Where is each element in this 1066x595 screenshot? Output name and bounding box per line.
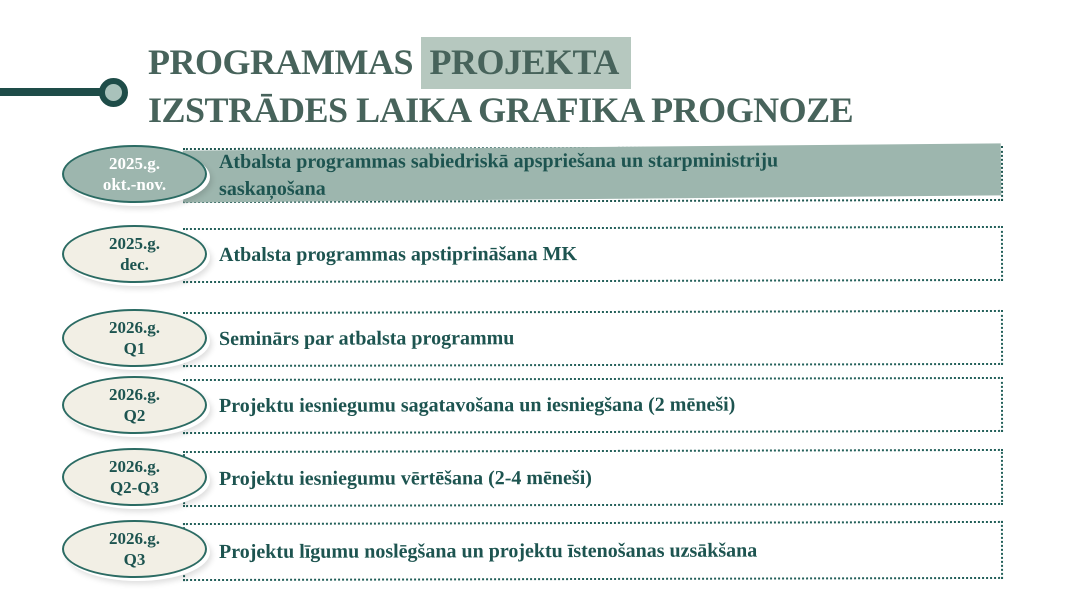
timeline-date-badge: [62, 448, 207, 506]
date-line2: Q3: [123, 550, 146, 569]
timeline-row: [0, 311, 1066, 366]
timeline-bar: [183, 449, 1003, 507]
date-line1: 2025.g.: [109, 154, 160, 173]
timeline-bar: [183, 146, 1003, 203]
timeline-bar-label: Seminārs par atbalsta programmu: [218, 327, 515, 350]
date-line2: dec.: [120, 255, 149, 274]
timeline-row: [0, 227, 1066, 282]
timeline-bar: [183, 226, 1003, 283]
timeline-date-badge: [62, 309, 207, 367]
timeline-bar-label: Atbalsta programmas apstiprināšana MK: [218, 243, 578, 266]
timeline-date-badge: [62, 520, 207, 578]
title-text-highlighted: PROJEKTA: [421, 37, 630, 89]
timeline-date-badge: [62, 225, 207, 283]
date-line2: Q2: [123, 406, 146, 425]
timeline-bar-label: Projektu līgumu noslēgšana un projektu īstenošanas uzsākšana: [218, 539, 758, 563]
timeline-row: [0, 522, 1066, 580]
date-line1: 2026.g.: [109, 318, 160, 337]
date-line1: 2025.g.: [109, 234, 160, 253]
date-line2: Q2-Q3: [109, 478, 160, 497]
timeline-row: [0, 147, 1066, 202]
timeline-bar: [183, 310, 1003, 367]
date-line1: 2026.g.: [109, 529, 160, 548]
date-line1: 2026.g.: [109, 457, 160, 476]
timeline-bar: [183, 377, 1003, 434]
title-text-plain: PROGRAMMAS: [148, 42, 413, 83]
timeline-bar-label: Projektu iesniegumu sagatavošana un iesniegšana (2 mēneši): [218, 393, 736, 417]
timeline-row: [0, 378, 1066, 433]
bullet-ring-icon: [99, 78, 128, 107]
page-title: [148, 38, 1028, 134]
date-line2: Q1: [123, 339, 146, 358]
timeline-date-badge: [62, 145, 207, 203]
timeline-bar: [183, 521, 1003, 581]
timeline-bar-label: Projektu iesniegumu vērtēšana (2-4 mēneši): [218, 466, 592, 490]
title-line2: IZSTRĀDES LAIKA GRAFIKA PROGNOZE: [148, 90, 854, 131]
timeline-row: [0, 450, 1066, 506]
timeline-date-badge: [62, 376, 207, 434]
timeline-bar-label: Atbalsta programmas sabiedriskā apspriešana un starpministriju saskaņošana: [218, 149, 779, 200]
date-line1: 2026.g.: [109, 385, 160, 404]
date-line2: okt.-nov.: [102, 175, 167, 194]
decorative-rule: [0, 88, 106, 96]
